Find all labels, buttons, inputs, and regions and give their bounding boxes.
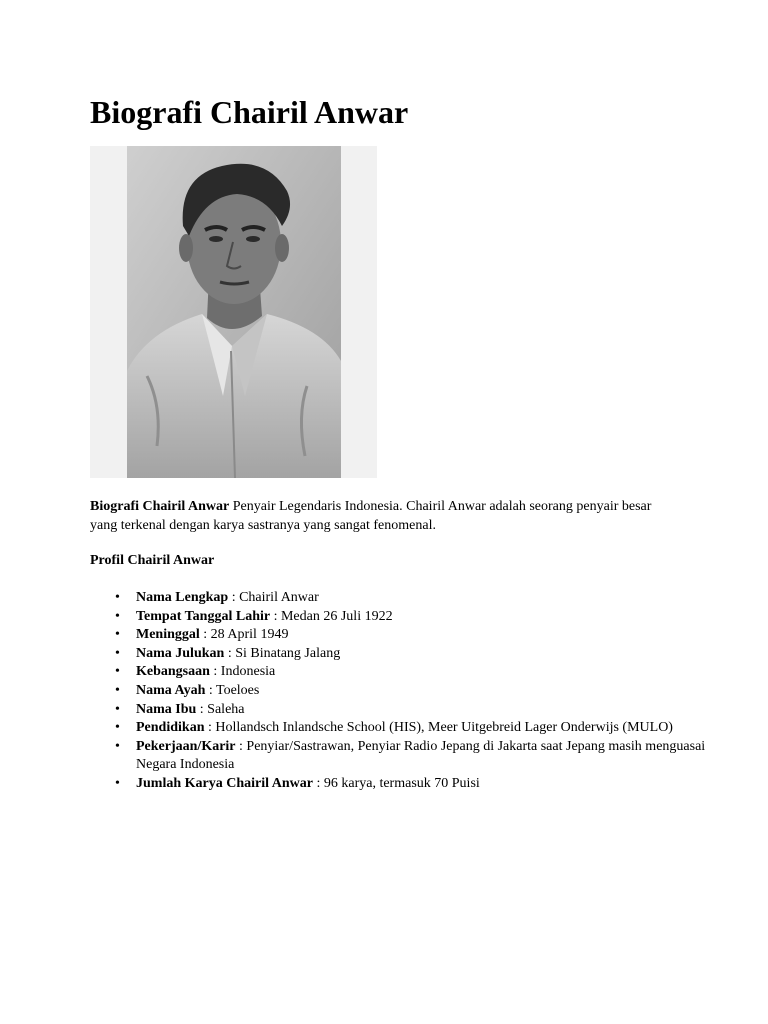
profile-item-nama-ayah [136,682,716,701]
profile-value: : Indonesia [209,664,276,680]
profile-value: : Penyiar/Sastrawan, Penyiar Radio Jepang di Jakarta saat Jepang masih menguasai Negara Indonesia [136,738,706,773]
profile-value: : Si Binatang Jalang [224,645,341,661]
profile-label: Meninggal [136,627,200,643]
profile-value: : Saleha [196,701,245,717]
profile-label: Pendidikan [136,720,205,736]
profile-label: Nama Julukan [136,645,225,661]
portrait-photo [127,146,341,478]
portrait-photo-frame [90,146,377,478]
profile-list [90,589,716,794]
profile-label: Pekerjaan/Karir [136,738,236,754]
profile-label: Nama Ibu [136,701,197,717]
profile-item-nama-lengkap [136,589,716,608]
profile-label: Kebangsaan [136,664,210,680]
profile-item-nama-ibu [136,701,716,720]
section-title: Profil Chairil Anwar [90,553,215,568]
profile-label: Nama Lengkap [136,590,229,605]
profile-label: Nama Ayah [136,682,206,698]
profile-item-nama-julukan [136,645,716,664]
profile-item-pendidikan [136,719,716,738]
profile-label: Tempat Tanggal Lahir [136,608,271,624]
profile-item-meninggal [136,626,716,645]
intro-bold-lead: Biografi Chairil Anwar [90,499,230,514]
intro-text: Penyair Legendaris Indonesia. Chairil Anwar adalah seorang penyair besar yang terkenal dengan karya sastranya yang sangat fenomenal. [90,499,652,533]
profile-value: : Medan 26 Juli 1922 [270,608,393,624]
intro-paragraph [90,498,680,535]
profile-item-pekerjaan-karir [136,738,716,775]
profile-value: : Toeloes [205,682,260,698]
profile-value: : 28 April 1949 [199,627,289,643]
page-title: Biografi Chairil Anwar [90,94,409,130]
profile-value: : 96 karya, termasuk 70 Puisi [312,775,480,791]
profile-item-jumlah-karya [136,775,716,794]
profile-item-tempat-tanggal-lahir [136,608,716,627]
profile-value: : Chairil Anwar [228,590,319,605]
profile-label: Jumlah Karya Chairil Anwar [136,775,313,791]
profile-value: : Hollandsch Inlandsche School (HIS), Meer Uitgebreid Lager Onderwijs (MULO) [204,720,673,736]
profile-item-kebangsaan [136,663,716,682]
